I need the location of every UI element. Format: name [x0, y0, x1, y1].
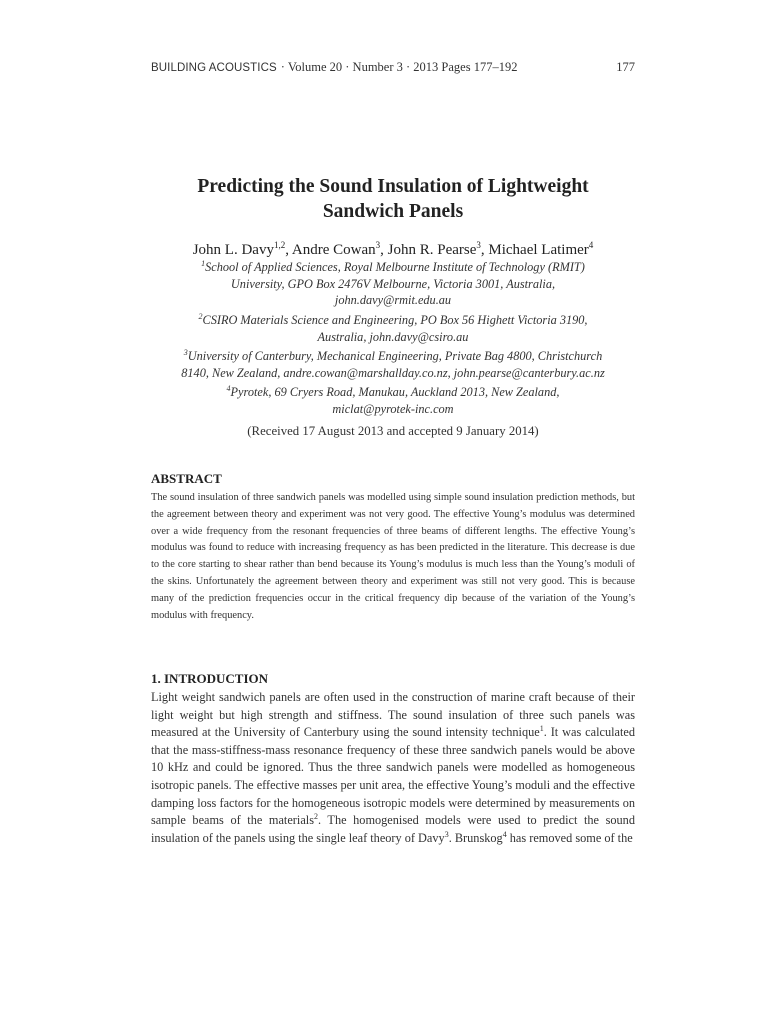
author-affiliation-mark: 1,2 [273, 240, 286, 250]
affiliation-line [140, 329, 646, 346]
affiliation-mark: 3 [183, 348, 188, 358]
paper-title [151, 174, 635, 224]
abstract-text: The sound insulation of three sandwich panels was modelled using simple sound insulation prediction methods, but the agreement between theory and experiment was not very good. The effective Young’s modulus was determined over a wide frequency from the resonant frequencies of three beams of different lengths. The effective Young’s modulus was found to reduce with increasing frequency as has been predicted in the literature. This decrease is due to the core starting to shear rather than bend because its Young’s modulus is much less than the Young’s moduli of the skins. Unfortunately the agreement between theory and experiment was still not very good. This is because many of the prediction frequencies occur in the critical frequency dip because of the variation of the Young’s modulus with frequency. [151, 492, 635, 621]
author-name: John R. Pearse [387, 242, 477, 258]
intro-text: Light weight sandwich panels are often used in the construction of marine craft because of their light weight but high strength and stiffness. The sound insulation of three such panels was measured at the University of Canterbury using the sound intensity technique [151, 690, 635, 740]
affiliation-mark: 1 [201, 259, 206, 268]
author-affiliation-mark: 4 [588, 240, 594, 250]
affiliation-text: Australia, john.davy@csiro.au [317, 329, 469, 344]
affiliation-mark: 2 [198, 311, 203, 321]
affiliation-text: 8140, New Zealand, andre.cowan@marshallday.co.nz, john.pearse@canterbury.ac.nz [181, 365, 605, 380]
affiliation-email[interactable]: john.davy@rmit.edu.au [334, 293, 452, 308]
affiliations [140, 256, 646, 418]
affiliation-mark: 4 [226, 384, 231, 394]
author-affiliation-mark: 3 [375, 240, 381, 250]
affiliation-line [140, 256, 646, 276]
abstract-heading: ABSTRACT [151, 471, 222, 486]
title-line: Sandwich Panels [322, 201, 464, 222]
title-line: Predicting the Sound Insulation of Lightweight [197, 176, 589, 197]
affiliation-text: Pyrotek, 69 Cryers Road, Manukau, Auckland 2013, New Zealand, [230, 385, 560, 400]
author-separator: , [480, 242, 489, 258]
intro-text: . Brunskog [448, 830, 503, 845]
author-separator: , [380, 242, 388, 258]
citation-mark[interactable]: 4 [502, 829, 507, 839]
journal-name: BUILDING ACOUSTICS [151, 62, 277, 74]
intro-text: . The homogenised models were used to predict the sound insulation of the panels using the single leaf theory of Davy [151, 813, 635, 845]
author-affiliation-mark: 3 [476, 240, 481, 250]
introduction-text [151, 689, 635, 847]
author-name: Andre Cowan [291, 242, 376, 258]
introduction-heading: 1. INTRODUCTION [151, 671, 269, 686]
intro-text: has removed some of the [506, 830, 633, 845]
affiliation-line [140, 345, 646, 365]
affiliation-text: School of Applied Sciences, Royal Melbourne Institute of Technology (RMIT) [205, 260, 585, 275]
received-date: (Received 17 August 2013 and accepted 9 January 2014) [247, 424, 539, 438]
intro-text: . It was calculated that the mass-stiffness-mass resonance frequency of these three sandwich panels would be above 10 kHz and could be ignored. Thus the three sandwich panels were modelled as homogeneous isotropic panels. The effective masses per unit area, the effective Young’s moduli and the effective damping loss factors for the homogeneous isotropic models were determined by measurements on sample beams of the materials [151, 725, 635, 828]
affiliation-line [140, 276, 646, 293]
affiliation-text: University of Canterbury, Mechanical Engineering, Private Bag 4800, Christchurch [187, 349, 603, 364]
page-number: 177 [616, 60, 635, 74]
affiliation-line [140, 381, 646, 401]
author-name: John L. Davy [192, 242, 274, 258]
affiliation-email[interactable]: miclat@pyrotek-inc.com [332, 402, 454, 417]
affiliation-line [140, 401, 646, 418]
affiliation-line [140, 292, 646, 309]
citation-mark[interactable]: 3 [444, 829, 449, 839]
affiliation-text: CSIRO Materials Science and Engineering, PO Box 56 Highett Victoria 3190, [202, 312, 588, 327]
author-name: Michael Latimer [488, 242, 589, 258]
citation-mark[interactable]: 1 [539, 724, 544, 734]
running-head [151, 60, 635, 75]
journal-info [151, 60, 517, 75]
affiliation-line [140, 309, 646, 329]
author-separator: , [285, 242, 292, 258]
affiliation-line [140, 365, 646, 382]
citation-mark[interactable]: 2 [313, 812, 318, 822]
issue-info: · Volume 20 · Number 3 · 2013 Pages 177–192 [280, 60, 518, 74]
affiliation-text: University, GPO Box 2476V Melbourne, Victoria 3001, Australia, [230, 276, 556, 291]
